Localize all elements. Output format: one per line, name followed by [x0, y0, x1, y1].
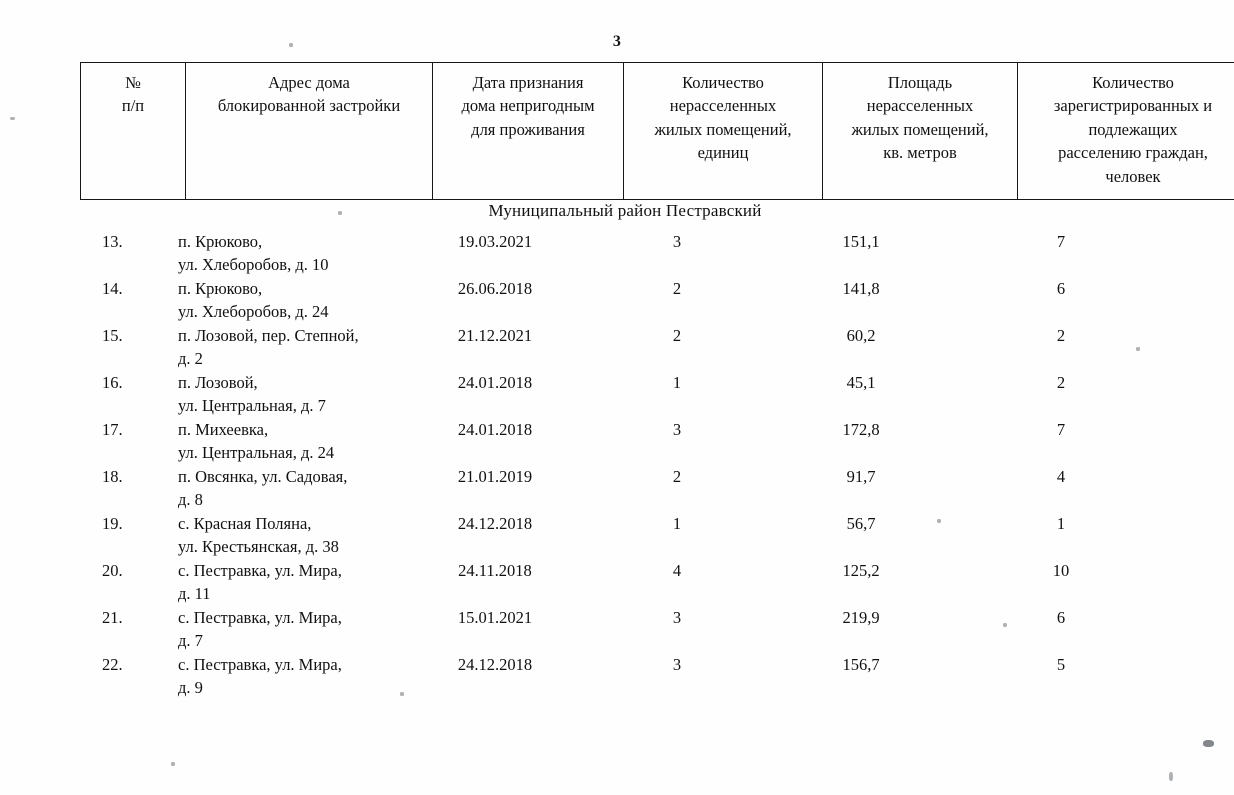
row-address-line2: д. 7 — [178, 631, 203, 650]
column-header-units-line1: Количество — [682, 73, 764, 92]
row-date: 21.01.2019 — [457, 467, 533, 486]
column-header-num-line1: № — [125, 73, 141, 92]
row-units: 3 — [672, 655, 682, 674]
table-row — [80, 512, 1170, 559]
column-header-address-line1: Адрес дома — [268, 73, 350, 92]
page-number: 3 — [612, 33, 622, 50]
row-date: 19.03.2021 — [457, 232, 533, 251]
row-number: 17. — [102, 420, 123, 439]
row-number: 15. — [102, 326, 123, 345]
row-address-line1: п. Лозовой, — [178, 373, 258, 392]
row-number: 20. — [102, 561, 123, 580]
table-row — [80, 277, 1170, 324]
row-area: 91,7 — [846, 467, 876, 486]
table-row — [80, 371, 1170, 418]
column-header-people-line3: подлежащих — [1088, 119, 1178, 139]
row-address — [178, 371, 468, 417]
column-header-date-line3: для проживания — [471, 119, 585, 139]
row-number: 14. — [102, 279, 123, 298]
row-people: 7 — [1056, 232, 1066, 251]
column-header-people-line1: Количество — [1092, 73, 1174, 92]
row-people: 6 — [1056, 608, 1066, 627]
column-header-units — [624, 63, 823, 200]
row-area: 172,8 — [842, 420, 880, 439]
row-people: 7 — [1056, 420, 1066, 439]
row-date: 26.06.2018 — [457, 279, 533, 298]
column-header-people — [1018, 63, 1234, 200]
column-header-address — [186, 63, 433, 200]
row-address — [178, 653, 468, 699]
section-title: Муниципальный район Пестравский — [488, 201, 762, 220]
table-body — [80, 230, 1170, 700]
row-address-line1: п. Крюково, — [178, 279, 263, 298]
row-people: 2 — [1056, 326, 1066, 345]
row-address — [178, 512, 468, 558]
row-date: 24.01.2018 — [457, 373, 533, 392]
row-address-line2: ул. Хлеборобов, д. 10 — [178, 255, 329, 274]
column-header-area-line1: Площадь — [887, 73, 953, 92]
row-units: 1 — [672, 514, 682, 533]
row-people: 6 — [1056, 279, 1066, 298]
column-header-area-line2: нерасселенных — [866, 96, 974, 116]
row-address-line1: п. Овсянка, ул. Садовая, — [178, 467, 348, 486]
row-address-line2: д. 8 — [178, 490, 203, 509]
table-row — [80, 230, 1170, 277]
row-area: 56,7 — [846, 514, 876, 533]
row-date: 21.12.2021 — [457, 326, 533, 345]
row-number: 13. — [102, 232, 123, 251]
row-units: 3 — [672, 420, 682, 439]
row-address-line2: ул. Центральная, д. 24 — [178, 443, 335, 462]
row-address — [178, 418, 468, 464]
row-people: 4 — [1056, 467, 1066, 486]
column-header-address-line2: блокированной застройки — [217, 96, 401, 116]
column-header-people-line5: человек — [1105, 166, 1161, 186]
row-address-line2: д. 11 — [178, 584, 211, 603]
column-header-date — [433, 63, 624, 200]
row-people: 1 — [1056, 514, 1066, 533]
row-area: 156,7 — [842, 655, 880, 674]
row-units: 4 — [672, 561, 682, 580]
row-address — [178, 230, 468, 276]
row-address-line2: ул. Центральная, д. 7 — [178, 396, 326, 415]
column-header-units-line2: нерасселенных — [669, 96, 777, 116]
row-address-line1: п. Лозовой, пер. Степной, — [178, 326, 359, 345]
row-area: 219,9 — [842, 608, 880, 627]
row-number: 21. — [102, 608, 123, 627]
column-header-date-line1: Дата признания — [472, 73, 584, 92]
row-address — [178, 559, 468, 605]
row-number: 18. — [102, 467, 123, 486]
column-header-units-line4: единиц — [697, 143, 749, 163]
column-header-people-line4: расселению граждан, — [1058, 143, 1208, 163]
row-address-line2: д. 2 — [178, 349, 203, 368]
column-header-units-line3: жилых помещений, — [654, 119, 792, 139]
table-row — [80, 465, 1170, 512]
row-units: 2 — [672, 467, 682, 486]
row-address-line2: ул. Хлеборобов, д. 24 — [178, 302, 329, 321]
row-address — [178, 324, 468, 370]
table-row — [80, 324, 1170, 371]
row-units: 1 — [672, 373, 682, 392]
row-units: 2 — [672, 326, 682, 345]
table-row — [80, 418, 1170, 465]
table-row — [80, 653, 1170, 700]
row-address — [178, 465, 468, 511]
column-header-area-line4: кв. метров — [883, 143, 957, 163]
row-units: 3 — [672, 232, 682, 251]
row-address-line2: ул. Крестьянская, д. 38 — [178, 537, 339, 556]
column-header-area — [823, 63, 1018, 200]
row-area: 141,8 — [842, 279, 880, 298]
column-header-area-line3: жилых помещений, — [851, 119, 989, 139]
scan-artifact — [10, 117, 15, 120]
table-header — [80, 62, 1234, 200]
column-header-num — [81, 63, 186, 200]
row-area: 151,1 — [842, 232, 880, 251]
scan-artifact — [1169, 772, 1173, 781]
row-address — [178, 277, 468, 323]
row-area: 60,2 — [846, 326, 876, 345]
column-header-num-line2: п/п — [121, 96, 145, 116]
row-address — [178, 606, 468, 652]
row-date: 24.12.2018 — [457, 655, 533, 674]
column-header-date-line2: дома непригодным — [461, 96, 595, 116]
table-row — [80, 559, 1170, 606]
row-date: 24.12.2018 — [457, 514, 533, 533]
row-number: 22. — [102, 655, 123, 674]
scan-artifact — [1203, 740, 1214, 747]
row-people: 10 — [1052, 561, 1070, 580]
row-units: 3 — [672, 608, 682, 627]
row-area: 45,1 — [846, 373, 876, 392]
row-date: 24.01.2018 — [457, 420, 533, 439]
row-address-line1: п. Крюково, — [178, 232, 263, 251]
row-units: 2 — [672, 279, 682, 298]
row-number: 16. — [102, 373, 123, 392]
column-header-people-line2: зарегистрированных и — [1053, 96, 1213, 116]
row-people: 2 — [1056, 373, 1066, 392]
scan-artifact — [171, 762, 175, 766]
row-number: 19. — [102, 514, 123, 533]
row-address-line1: с. Пестравка, ул. Мира, — [178, 561, 342, 580]
row-address-line1: с. Пестравка, ул. Мира, — [178, 655, 342, 674]
row-address-line1: с. Красная Поляна, — [178, 514, 312, 533]
row-area: 125,2 — [842, 561, 880, 580]
row-address-line1: п. Михеевка, — [178, 420, 269, 439]
table-row — [80, 606, 1170, 653]
row-address-line1: с. Пестравка, ул. Мира, — [178, 608, 342, 627]
row-address-line2: д. 9 — [178, 678, 203, 697]
row-people: 5 — [1056, 655, 1066, 674]
row-date: 15.01.2021 — [457, 608, 533, 627]
table-header-row — [81, 63, 1234, 200]
row-date: 24.11.2018 — [458, 561, 532, 580]
